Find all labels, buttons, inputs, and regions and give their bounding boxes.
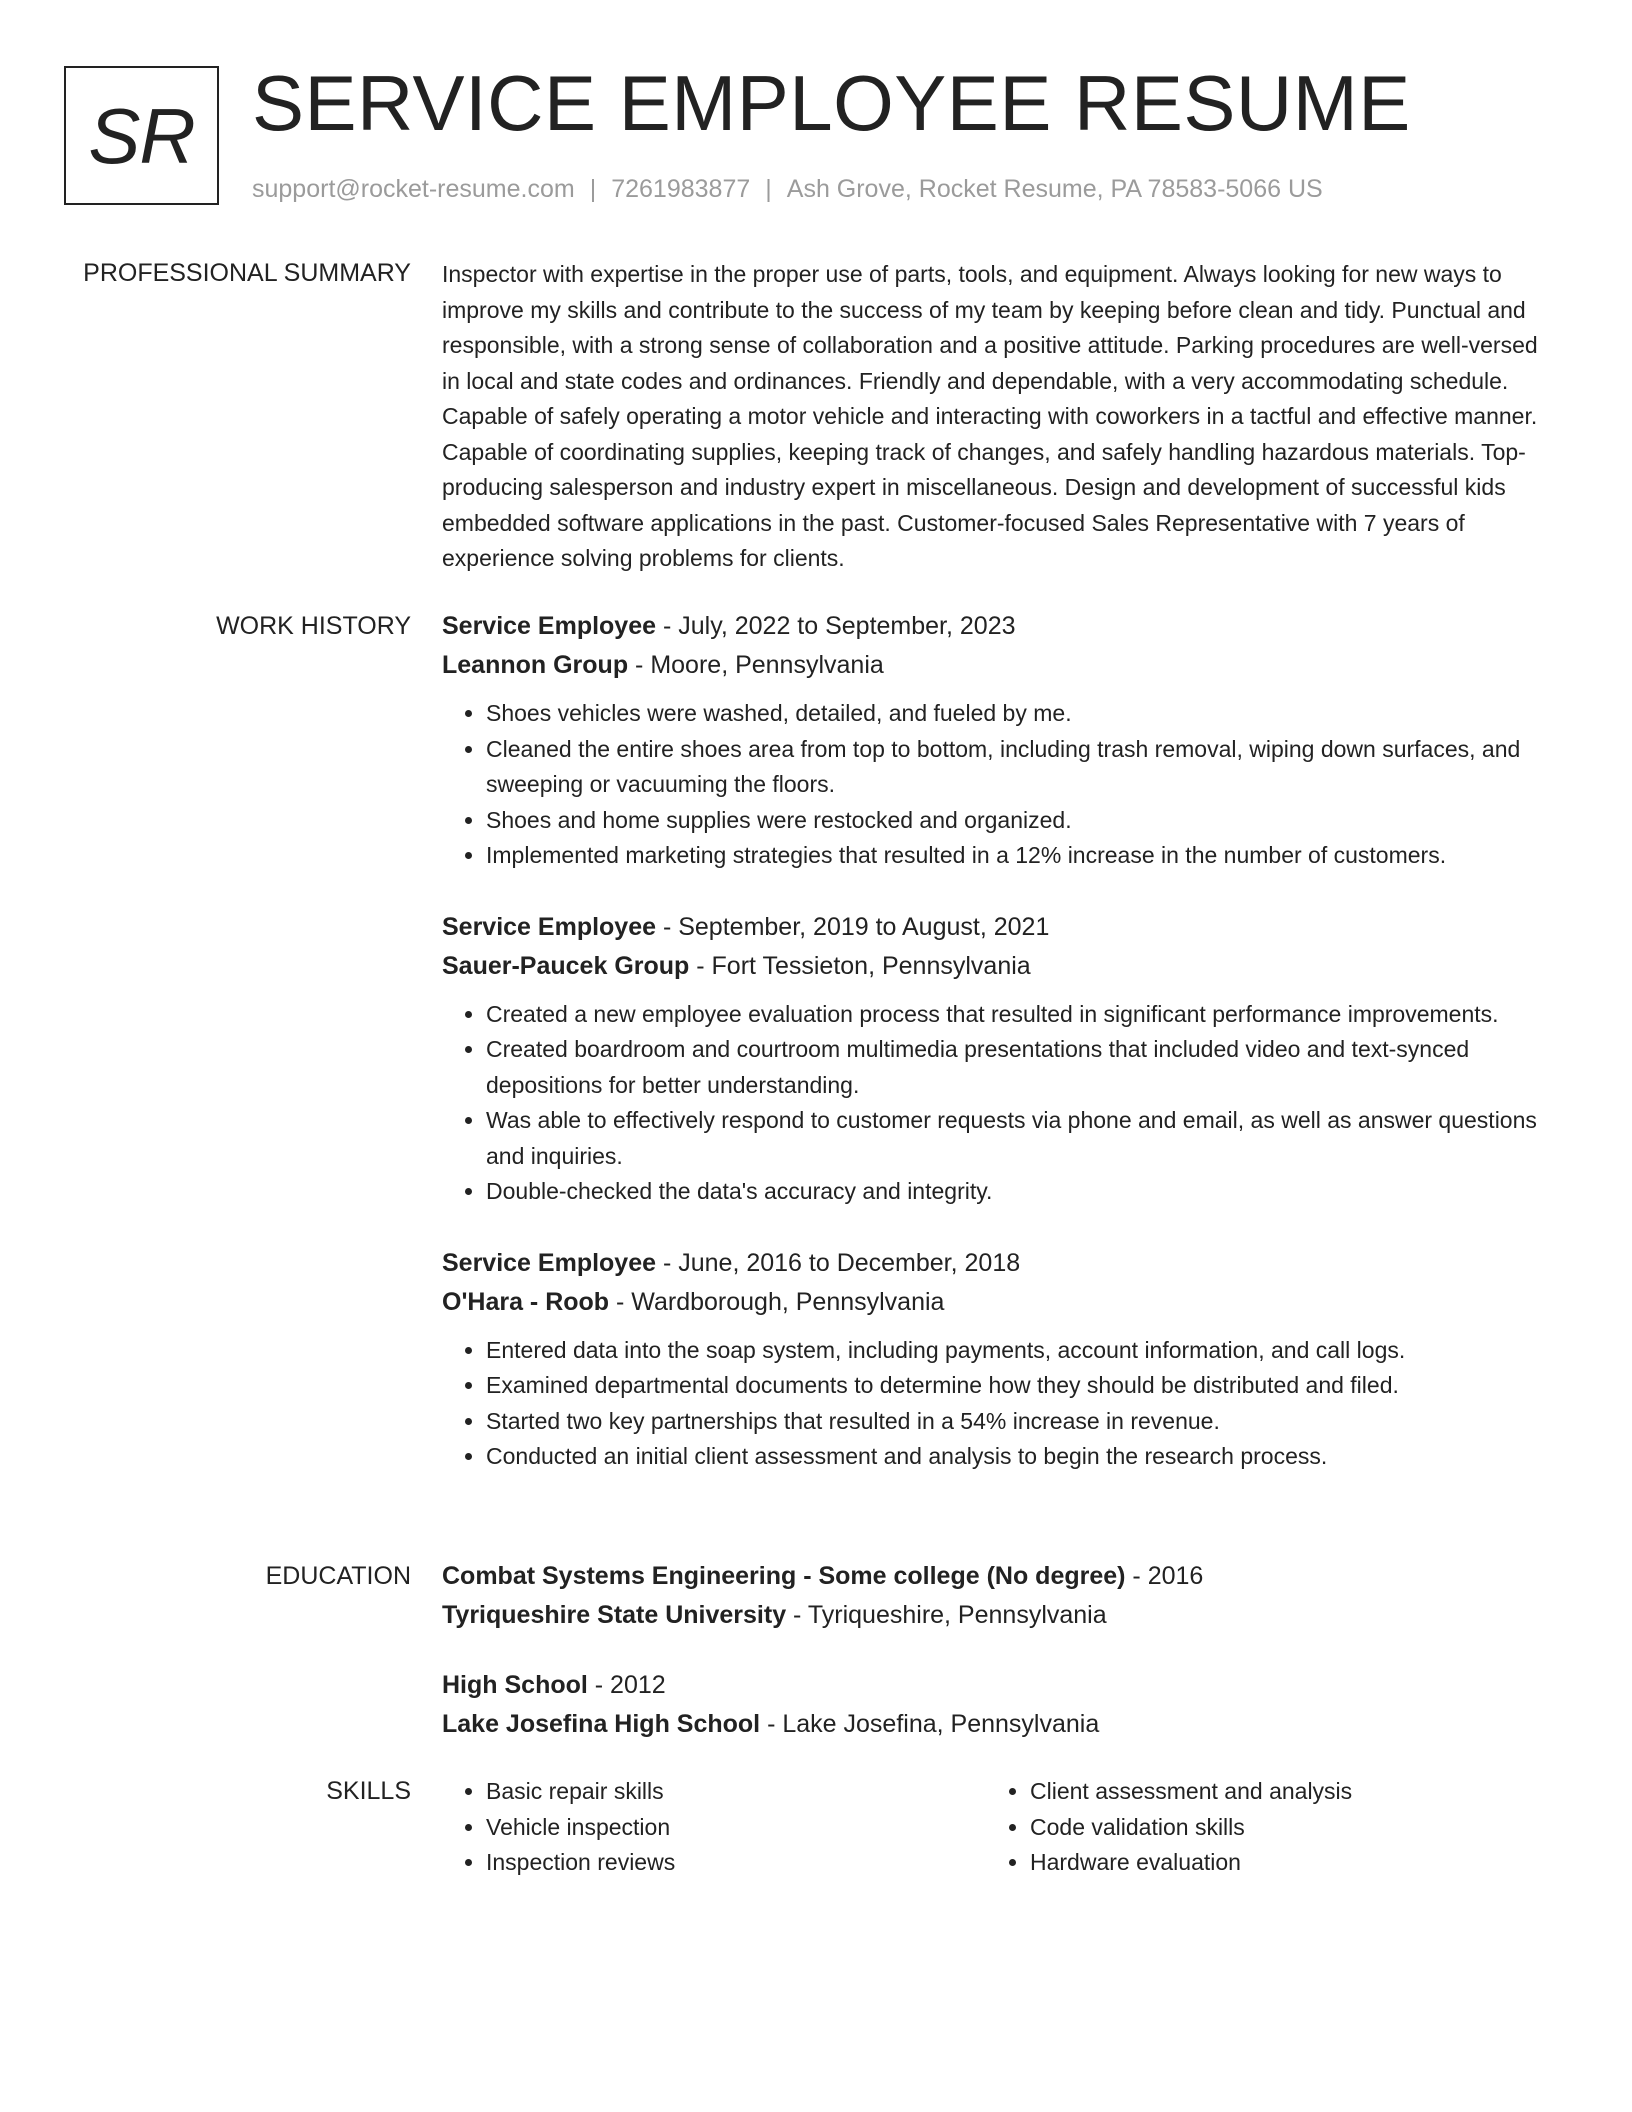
education-degree-line [442, 1666, 1550, 1705]
education-year: - 2016 [1125, 1562, 1204, 1590]
job-company-line [442, 1283, 1550, 1322]
skills-columns [442, 1774, 1550, 1881]
job-company: Leannon Group [442, 651, 629, 679]
list-item: • Conducted an initial client assessment and analysis to begin the research process. [486, 1439, 1550, 1475]
job-location: - Wardborough, Pennsylvania [609, 1287, 945, 1316]
education-school: Tyriqueshire State University [442, 1601, 787, 1629]
list-item: • Cleaned the entire shoes area from top to bottom, including trash removal, wiping down surfaces, and sweeping or vacuuming the floors. [486, 732, 1550, 803]
section-title-summary: PROFESSIONAL SUMMARY [83, 259, 411, 287]
list-item: • Was able to effectively respond to customer requests via phone and email, as well as answer questions and inquiries. [486, 1103, 1550, 1174]
education-location: - Tyriqueshire, Pennsylvania [786, 1601, 1107, 1629]
job-role-line [442, 908, 1550, 947]
job-dates: - July, 2022 to September, 2023 [656, 612, 1016, 640]
education-entry [442, 1666, 1550, 1744]
job-location: - Fort Tessieton, Pennsylvania [689, 951, 1031, 980]
list-item: • Created a new employee evaluation process that resulted in significant performance improvements. [486, 997, 1550, 1033]
job-company-line [442, 947, 1550, 986]
monogram-box [64, 66, 219, 205]
education-year: - 2012 [587, 1671, 666, 1699]
education-school: Lake Josefina High School [442, 1710, 761, 1738]
monogram-initials: SR [88, 91, 195, 180]
job-role: Service Employee [442, 912, 657, 941]
list-item: • Client assessment and analysis [1030, 1774, 1550, 1810]
education-school-line [442, 1596, 1550, 1635]
education-degree: High School [442, 1671, 588, 1699]
skills-list-left [442, 1774, 986, 1881]
list-item: • Implemented marketing strategies that resulted in a 12% increase in the number of customers. [486, 838, 1550, 874]
work-body [442, 607, 1550, 1475]
job-role: Service Employee [442, 1248, 657, 1277]
job-dates: - June, 2016 to December, 2018 [656, 1248, 1021, 1277]
job-location: - Moore, Pennsylvania [628, 651, 884, 679]
job-entry [442, 1244, 1550, 1475]
job-company: O'Hara - Roob [442, 1287, 610, 1316]
contact-line [252, 174, 1323, 204]
education-location: - Lake Josefina, Pennsylvania [760, 1710, 1100, 1738]
contact-separator: | [765, 175, 772, 203]
resume-title: SERVICE EMPLOYEE RESUME [252, 59, 1411, 147]
list-item: • Hardware evaluation [1030, 1845, 1550, 1881]
list-item: • Vehicle inspection [486, 1810, 986, 1846]
job-entry [442, 908, 1550, 1210]
education-degree: Combat Systems Engineering - Some college (No degree) [442, 1562, 1126, 1590]
job-dates: - September, 2019 to August, 2021 [656, 912, 1050, 941]
list-item: • Inspection reviews [486, 1845, 986, 1881]
job-bullets [442, 1333, 1550, 1475]
job-role-line [442, 1244, 1550, 1283]
education-degree-line [442, 1557, 1550, 1596]
job-entry [442, 607, 1550, 874]
contact-separator: | [589, 175, 597, 203]
summary-text: Inspector with expertise in the proper use of parts, tools, and equipment. Always looking for new ways to improve my skills and contribute to the success of my team by keeping before clean and tidy. Punctual and responsible, with a strong sense of collaboration and a positive attitude. Parking procedures are well-versed in local and state codes and ordinances. Friendly and dependable, with a very accommodating schedule. Capable of safely operating a motor vehicle and interacting with coworkers in a tactful and effective manner. Capable of coordinating supplies, keeping track of changes, and safely handling hazardous materials. Top-producing salesperson and industry expert in miscellaneous. Design and development of successful kids embedded software applications in the past. Customer-focused Sales Representative with 7 years of experience solving problems for clients. [442, 261, 1538, 571]
education-school-line [442, 1705, 1550, 1744]
list-item: • Shoes vehicles were washed, detailed, and fueled by me. [486, 696, 1550, 732]
list-item: • Examined departmental documents to determine how they should be distributed and filed. [486, 1368, 1550, 1404]
section-title-education: EDUCATION [265, 1562, 411, 1590]
job-company: Sauer-Paucek Group [442, 951, 690, 980]
list-item: • Basic repair skills [486, 1774, 986, 1810]
job-bullets [442, 696, 1550, 874]
skills-body [442, 1774, 1550, 1881]
contact-address: Ash Grove, Rocket Resume, PA 78583-5066 US [786, 175, 1323, 203]
education-entry [442, 1557, 1550, 1635]
summary-body [442, 257, 1550, 577]
job-company-line [442, 646, 1550, 685]
contact-phone[interactable]: 7261983877 [611, 175, 751, 203]
list-item: • Code validation skills [1030, 1810, 1550, 1846]
list-item: • Started two key partnerships that resulted in a 54% increase in revenue. [486, 1404, 1550, 1440]
list-item: • Created boardroom and courtroom multimedia presentations that included video and text-synced depositions for better understanding. [486, 1032, 1550, 1103]
job-role: Service Employee [442, 612, 657, 640]
list-item: • Shoes and home supplies were restocked and organized. [486, 803, 1550, 839]
education-body [442, 1557, 1550, 1744]
list-item: • Double-checked the data's accuracy and integrity. [486, 1174, 1550, 1210]
list-item: • Entered data into the soap system, including payments, account information, and call logs. [486, 1333, 1550, 1369]
job-role-line [442, 607, 1550, 646]
job-bullets [442, 997, 1550, 1210]
contact-email[interactable]: support@rocket-resume.com [252, 175, 575, 203]
section-title-skills: SKILLS [326, 1777, 411, 1805]
skills-list-right [986, 1774, 1550, 1881]
section-title-work: WORK HISTORY [216, 612, 411, 640]
